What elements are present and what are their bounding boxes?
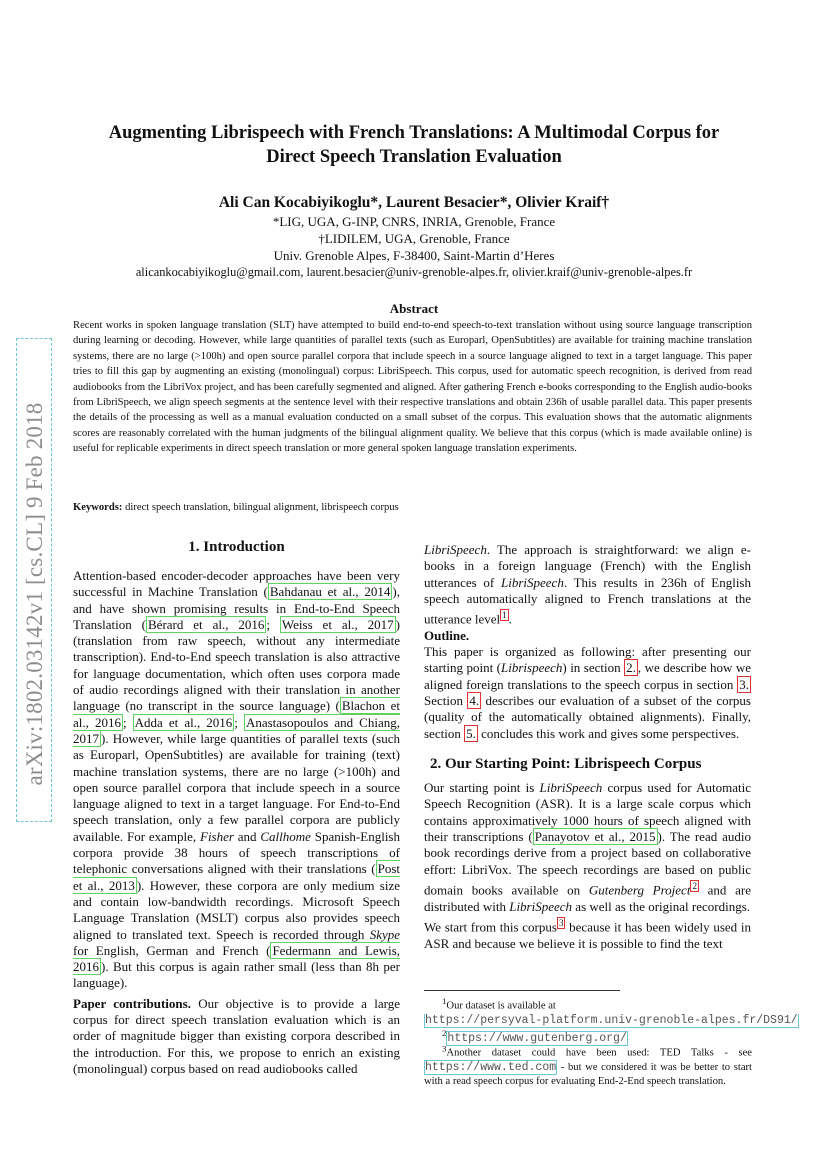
contributions-label: Paper contributions. [73,995,191,1011]
section-2-heading: 2. Our Starting Point: Librispeech Corpus [430,755,702,772]
text: Our starting point is [424,780,540,796]
title-line-1: Augmenting Librispeech with French Translations: A Multimodal Corpus for [108,123,720,143]
keywords-text: direct speech translation, bilingual alignment, librispeech corpus [125,502,399,513]
text: ). But this corpus is again rather small (less than 8h per language). [73,959,400,991]
section-2-paragraph-2 [424,915,751,952]
right-column [424,542,751,952]
citation-link[interactable]: Anastasopoulos and Chiang, 2017 [73,714,400,746]
text: ; [266,616,280,632]
text: ). However, these corpora are only medium size and contain low-bandwidth recordings. Microsoft Speech Language Translation (MSLT) corpus also provides speech aligned to translated text. Speech is recorded through [73,877,400,942]
text: Our dataset is available at [446,1000,556,1012]
italic-term: Callhome [260,828,311,844]
text: . The approach is straightforward: we align e-books in a foreign language (French) with the English utterances of [424,542,751,590]
text: for English, German and French ( [73,942,271,958]
text: - but we considered it was be better to start with a read speech corpus for evaluating End-2-End speech translation. [424,1061,752,1087]
section-2-paragraph [424,780,751,915]
text: concludes this work and gives some perspectives. [477,725,740,741]
text: ; [122,714,133,730]
left-column [73,568,400,1077]
footnote-1-text-row [424,994,752,1014]
italic-term: LibriSpeech [424,542,487,557]
arxiv-stamp[interactable] [16,338,52,822]
citation-link[interactable]: Blachon et al., 2016 [73,698,400,730]
text: as well as the original recordings. [572,898,751,914]
footnote-mark-wrap [424,1043,447,1059]
italic-term: Librispeech [501,660,563,676]
text: and are distributed with [424,882,752,914]
footnote-1 [424,994,828,1028]
text: and [233,828,261,844]
section-link[interactable]: 2. [626,660,636,676]
author-emails: alicankocabiyikoglu@gmail.com, laurent.besacier@univ-grenoble-alpes.fr, olivier.kraif@univ-grenoble-alpes.fr [135,265,693,279]
footnote-mark: 3 [442,1043,447,1053]
text: Section [424,693,468,708]
footnote-rule [424,990,620,991]
text: ). However, while large quantities of parallel texts (such as Europarl, OpenSubtitles) are available for training (text) machine translation systems, there are no large (>100h) and open source parallel corpora that include speech in a source language aligned to text in a target language. For End-to-End speech translation, only a few parallel corpora are publicly available. For example, [73,730,400,844]
outline-label: Outline. [424,627,470,643]
citation-link[interactable]: Weiss et al., 2017 [281,616,394,632]
footnote-1-text [442,994,556,1014]
keywords-label: Keywords: [73,502,123,513]
section-1-heading: 1. Introduction [188,539,285,555]
text: Attention-based encoder-decoder approaches have been very successful in Machine Translation ( [73,568,400,600]
citation-link[interactable]: Federmann and Lewis, 2016 [73,942,400,975]
footnote-3 [424,1041,752,1089]
text: Spanish-English corpora provide 38 hours of speech transcriptions of telephonic conversations aligned with their translations ( [73,828,400,877]
authors: Ali Can Kocabiyikoglu*, Laurent Besacier*, Olivier Kraif† [218,194,610,211]
text: because it has been widely used in ASR and because we believe it is possible to find the text [424,919,751,951]
text: corpus used for Automatic Speech Recognition (ASR). It is a large scale corpus which contains approximatively 1000 hours of speech aligned with their transcriptions ( [424,780,751,845]
italic-term: Fisher [200,828,234,844]
citation-link[interactable]: Bahdanau et al., 2014 [269,584,391,600]
section-link[interactable]: 3. [739,676,749,692]
footnote-mark: 2 [442,1028,447,1038]
italic-term: LibriSpeech [509,898,573,914]
text: ) in section [562,660,625,676]
footnote-2-url[interactable]: https://www.gutenberg.org/ [447,1031,627,1045]
footnote-mark: 1 [442,996,447,1006]
text: We start from this corpus [424,919,557,935]
section-link[interactable]: 5. [466,725,476,741]
paper-title [60,121,768,169]
affiliation-uga: Univ. Grenoble Alpes, F-38400, Saint-Martin d’Heres [273,248,555,263]
citation-link[interactable]: Adda et al., 2016 [134,714,233,730]
intro-paragraph [73,568,400,992]
keywords [73,502,752,513]
abstract-text: Recent works in spoken language translation (SLT) have attempted to build end-to-end speech-to-text translation without using source language transcription during learning or decoding. However, while large quantities of parallel texts (such as Europarl, OpenSubtitles) are available for training machine translation systems, there are no large (>100h) and open source parallel corpora that include speech in a source language aligned to text in a target language. This paper tries to fill this gap by augmenting an existing (monolingual) corpus: LibriSpeech. This corpus, used for automatic speech recognition, is derived from read audiobooks from the LibriVox project, and has been carefully segmented and aligned. After gathering French e-books corresponding to the English audio-books from LibriSpeech, we align speech segments at the sentence level with their respective translations and obtain 236h of usable parallel data. This paper presents the details of the processing as well as a manual evaluation conducted on a small subset of the corpus. This evaluation shows that the automatic alignments scores are reasonably correlated with the human judgments of the bilingual alignment quality. We believe that this corpus (which is made available online) is useful for replicable experiments in direct speech translation or more general spoken language translation experiments. [73,320,752,455]
affiliation-lig: *LIG, UGA, G-INP, CNRS, INRIA, Grenoble, France [272,214,556,229]
abstract-heading: Abstract [389,301,439,316]
citation-link[interactable]: Panayotov et al., 2015 [534,829,656,845]
text: . This results in 236h of English speech automatically aligned to French translations at the utterance level [424,574,751,627]
section-link[interactable]: 4. [469,693,480,708]
footnote-link[interactable]: 3 [558,917,564,928]
text: ; [234,714,244,730]
text: ) (translation from raw speech, without any intermediate transcription). End-to-End speech translation is also attractive for language documentation, which often uses corpora made of audio recordings aligned with their translation in another language (no transcript in the source language) ( [73,616,400,714]
italic-term: Gutenberg Project [588,882,691,898]
italic-term: LibriSpeech [539,780,603,796]
citation-link[interactable]: Post et al., 2013 [73,861,400,893]
affiliation-lidilem: †LIDILEM, UGA, Grenoble, France [318,231,510,246]
italic-term: Skype [369,926,400,942]
text: Our objective is to provide a large corpus for direct speech translation evaluation which is an order of magnitude bigger than existing corpora described in the introduction. For this, we propose to enrich an existing (monolingual) corpus based on read audiobooks called [73,995,400,1076]
intro-continued [424,542,751,628]
text: describes our evaluation of a subset of the corpus (quality of the automatically obtained alignments). Finally, section [424,693,751,741]
arxiv-id: arXiv:1802.03142v1 [cs.CL] 9 Feb 2018 [22,402,47,786]
text: This paper is organized as following: after presenting our starting point ( [424,644,751,676]
footnote-link[interactable]: 2 [692,880,697,891]
text: . [508,611,512,627]
citation-link[interactable]: Bérard et al., 2016 [148,616,265,632]
text: ), and have shown promising results in End-to-End Speech Translation ( [73,584,400,632]
italic-term: LibriSpeech [501,574,564,590]
text: ). The read audio book recordings derive from a project based on collaborative effort: LibriVox. The speech recordings are based on public domain books available on [424,829,751,898]
footnote-link[interactable]: 1 [502,610,507,621]
footnote-3-url[interactable]: https://www.ted.com [425,1060,557,1074]
title-line-2: Direct Speech Translation Evaluation [266,147,562,167]
footnote-1-url[interactable]: https://persyval-platform.univ-grenoble-alpes.fr/DS91/ [425,1013,798,1027]
text: , we describe how we aligned foreign translations to the speech corpus in section [424,660,752,692]
contributions-paragraph [73,996,400,1077]
outline-paragraph [424,628,751,742]
text: Another dataset could have been used: TED Talks - see [446,1047,752,1059]
